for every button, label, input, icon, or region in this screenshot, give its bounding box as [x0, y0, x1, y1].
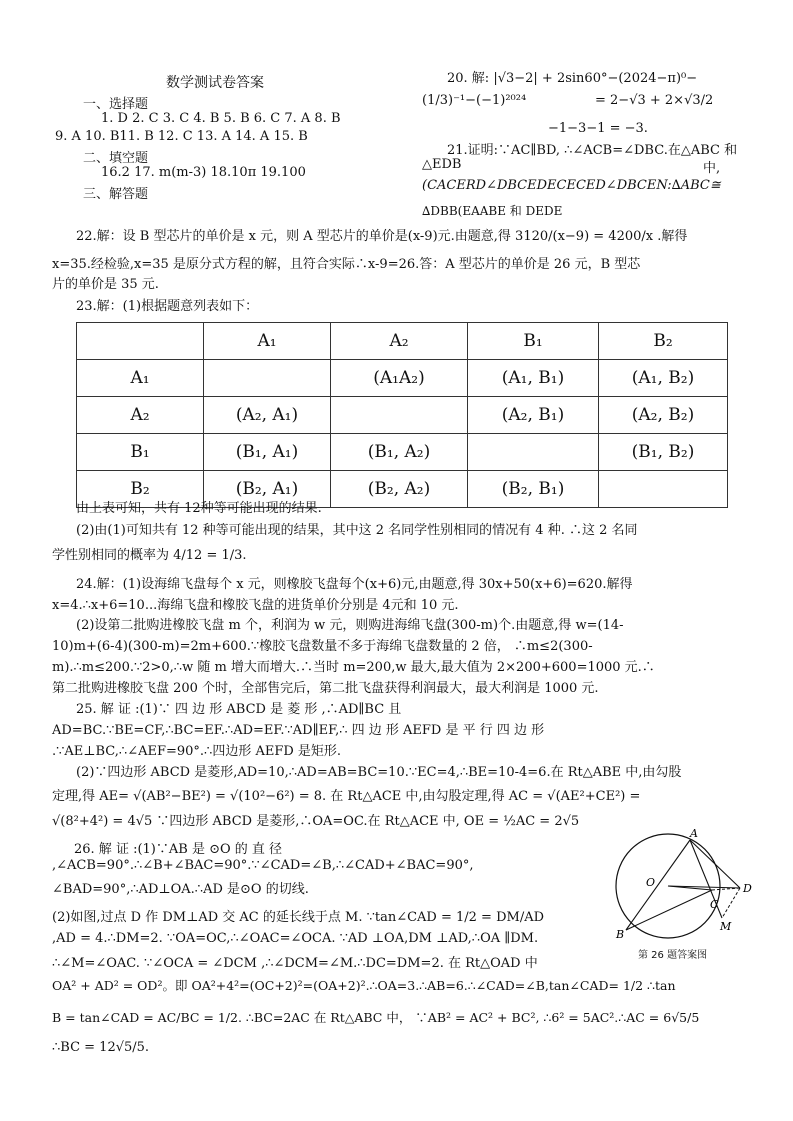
q23-after3: 学性别相同的概率为 4/12 = 1/3.: [52, 548, 247, 563]
table-cell: (B₁, A₂): [331, 434, 468, 471]
table-row: [77, 360, 728, 397]
q24-line1: 24.解：(1)设海绵飞盘每个 x 元，则橡胶飞盘每个(x+6)元,由题意,得 30x+50(x+6)=620.解得: [76, 577, 633, 592]
table-header-row: [77, 323, 728, 360]
q25-line2: AD=BC.∵BE=CF,∴BC=EF.∴AD=EF.∵AD∥EF,∴ 四 边 形 AEFD 是 平 行 四 边 形: [52, 723, 545, 738]
table-cell: [468, 434, 599, 471]
table-cell: B₂: [77, 471, 204, 508]
segment-dm: [722, 888, 740, 918]
table-cell: (A₁A₂): [331, 360, 468, 397]
q24-line3: (2)设第二批购进橡胶飞盘 m 个，利润为 w 元，则购进海绵飞盘(300-m)个.由题意,得 w=(14-: [76, 618, 624, 633]
q26-line2: ,∠ACB=90°.∴∠B+∠BAC=90°.∵∠CAD=∠B,∴∠CAD+∠BAC=90°,: [52, 858, 474, 873]
q25-line1: 25. 解 证 :(1)∵ 四 边 形 ABCD 是 菱 形 ,∴AD∥BC 且: [76, 702, 402, 717]
table-cell: (A₁, B₁): [468, 360, 599, 397]
segment-ab: [626, 840, 690, 930]
q26-line1: 26. 解 证 :(1)∵AB 是 ⊙O 的 直 径: [74, 842, 283, 857]
table-cell: B₁: [468, 323, 599, 360]
q25-line3: .∵AE⊥BC,∴∠AEF=90°.∴四边形 AEFD 是矩形.: [52, 744, 342, 759]
segment-ad: [690, 840, 740, 888]
q21-line1: 21.证明:∵AC∥BD, ∴∠ACB=∠DBC.在△ABC 和: [447, 143, 738, 158]
label-c: C: [710, 898, 719, 911]
table-cell: (B₂, A₂): [331, 471, 468, 508]
fill-answers: 16.2 17. m(m-3) 18.10π 19.100: [101, 165, 306, 180]
q26-line4: (2)如图,过点 D 作 DM⊥AD 交 AC 的延长线于点 M. ∵tan∠CAD = 1/2 = DM/AD: [52, 910, 545, 925]
table-cell: (B₁, B₂): [599, 434, 728, 471]
label-d: D: [743, 882, 752, 895]
q23-after1: 由上表可知，共有 12种等可能出现的结果.: [76, 501, 322, 516]
table-cell: A₂: [77, 397, 204, 434]
q22-line2: x=35.经检验,x=35 是原分式方程的解，且符合实际∴x-9=26.答：A 型芯片的单价是 26 元，B 型芯: [52, 257, 641, 272]
q26-line7: OA² + AD² = OD²。即 OA²+4²=(OC+2)²=(OA+2)².∴OA=3.∴AB=6.∴∠CAD=∠B,tan∠CAD= 1/2 ∴tan: [52, 978, 676, 993]
segment-bc: [626, 890, 712, 930]
table-cell: A₁: [77, 360, 204, 397]
q24-line2: x=4.∴x+6=10...海绵飞盘和橡胶飞盘的进货单价分别是 4元和 10 元.: [52, 598, 459, 613]
q24-line5: m).∴m≤200.∵2>0,∴w 随 m 增大而增大.∴当时 m=200,w 最大,最大值为 2×200+600=1000 元.∴: [52, 660, 655, 675]
table-cell: A₂: [331, 323, 468, 360]
q25-line6: √(8²+4²) = 4√5 ∵四边形 ABCD 是菱形,∴OA=OC.在 Rt△ACE 中, OE = ½AC = 2√5: [52, 814, 580, 829]
table-row: [77, 397, 728, 434]
q20-line3: −1−3−1 = −3.: [548, 121, 648, 136]
q21-line3: (CACERD∠DBCEDECECED∠DBCEN:∆ABC≅: [422, 178, 721, 193]
q23-after2: (2)由(1)可知共有 12 种等可能出现的结果，其中这 2 名同学性别相同的情况有 4 种. ∴这 2 名同: [76, 523, 638, 538]
section-choice: 一、选择题: [83, 97, 149, 112]
table-cell: (A₂, A₁): [204, 397, 331, 434]
q20-line2b: = 2−√3 + 2×√3/2: [595, 93, 714, 108]
q21-line4: ∆DBB(EAABE 和 DEDE: [422, 204, 563, 218]
table-cell: B₁: [77, 434, 204, 471]
choice-answers-2: 9. A 10. B11. B 12. C 13. A 14. A 15. B: [55, 129, 308, 144]
q24-line6: 第二批购进橡胶飞盘 200 个时，全部售完后，第二批飞盘获得利润最大，最大利润是 1000 元.: [52, 681, 599, 696]
label-m: M: [720, 920, 732, 933]
table-cell: (B₂, B₁): [468, 471, 599, 508]
table-row: [77, 434, 728, 471]
q25-line4: (2)∵四边形 ABCD 是菱形,AD=10,∴AD=AB=BC=10.∵EC=4,∴BE=10-4=6.在 Rt△ABE 中,由勾股: [76, 765, 682, 780]
table-cell: (B₁, A₁): [204, 434, 331, 471]
q23-line1: 23.解：(1)根据题意列表如下：: [76, 299, 259, 314]
figure-caption: 第 26 题答案图: [638, 950, 708, 961]
table-cell: [77, 323, 204, 360]
label-o: O: [646, 876, 656, 889]
section-solve: 三、解答题: [83, 187, 149, 202]
sample-space-table: [76, 322, 728, 508]
table-cell: (A₂, B₂): [599, 397, 728, 434]
page-title: 数学测试卷答案: [166, 75, 264, 91]
section-fill: 二、填空题: [83, 151, 149, 166]
q21-line2b: 中,: [703, 161, 721, 176]
label-b: B: [616, 928, 625, 941]
table-cell: (B₂, A₁): [204, 471, 331, 508]
q20-line1: 20. 解: |√3−2| + 2sin60°−(2024−π)⁰−: [447, 71, 698, 86]
table-cell: [204, 360, 331, 397]
q25-line5: 定理,得 AE= √(AB²−BE²) = √(10²−6²) = 8. 在 Rt△ACE 中,由勾股定理,得 AC = √(AE²+CE²) =: [52, 789, 641, 804]
table-cell: B₂: [599, 323, 728, 360]
q26-line8: B = tan∠CAD = AC/BC = 1/2. ∴BC=2AC 在 Rt△ABC 中， ∵AB² = AC² + BC², ∴6² = 5AC².∴AC = 6√5/5: [52, 1010, 700, 1025]
q21-line2a: △EDB: [422, 157, 462, 172]
table-cell: [331, 397, 468, 434]
q24-line4: 10)m+(6-4)(300-m)=2m+600.∵橡胶飞盘数量不多于海绵飞盘数量的 2 倍， ∴m≤2(300-: [52, 639, 593, 654]
q26-line9: ∴BC = 12√5/5.: [52, 1040, 150, 1055]
choice-answers-1: 1. D 2. C 3. C 4. B 5. B 6. C 7. A 8. B: [101, 111, 341, 126]
q22-line3: 片的单价是 35 元.: [52, 277, 159, 292]
table-cell: (A₂, B₁): [468, 397, 599, 434]
table-cell: (A₁, B₂): [599, 360, 728, 397]
q22-line1: 22.解：设 B 型芯片的单价是 x 元，则 A 型芯片的单价是(x-9)元.由题意,得 3120/(x−9) = 4200/x .解得: [76, 229, 688, 244]
q26-line3: ∠BAD=90°,∴AD⊥OA.∴AD 是⊙O 的切线.: [52, 882, 309, 897]
q26-line5: ,AD = 4.∴DM=2. ∵OA=OC,∴∠OAC=∠OCA. ∵AD ⊥OA,DM ⊥AD,∴OA ∥DM.: [52, 931, 539, 946]
table-cell: A₁: [204, 323, 331, 360]
q20-line2a: (1/3)⁻¹−(−1)²⁰²⁴: [422, 93, 527, 108]
q26-line6: ∴∠M=∠OAC. ∵∠OCA = ∠DCM ,∴∠DCM=∠M.∴DC=DM=2. 在 Rt△OAD 中: [52, 956, 538, 971]
label-a: A: [690, 827, 698, 840]
q26-figure: [606, 826, 766, 966]
